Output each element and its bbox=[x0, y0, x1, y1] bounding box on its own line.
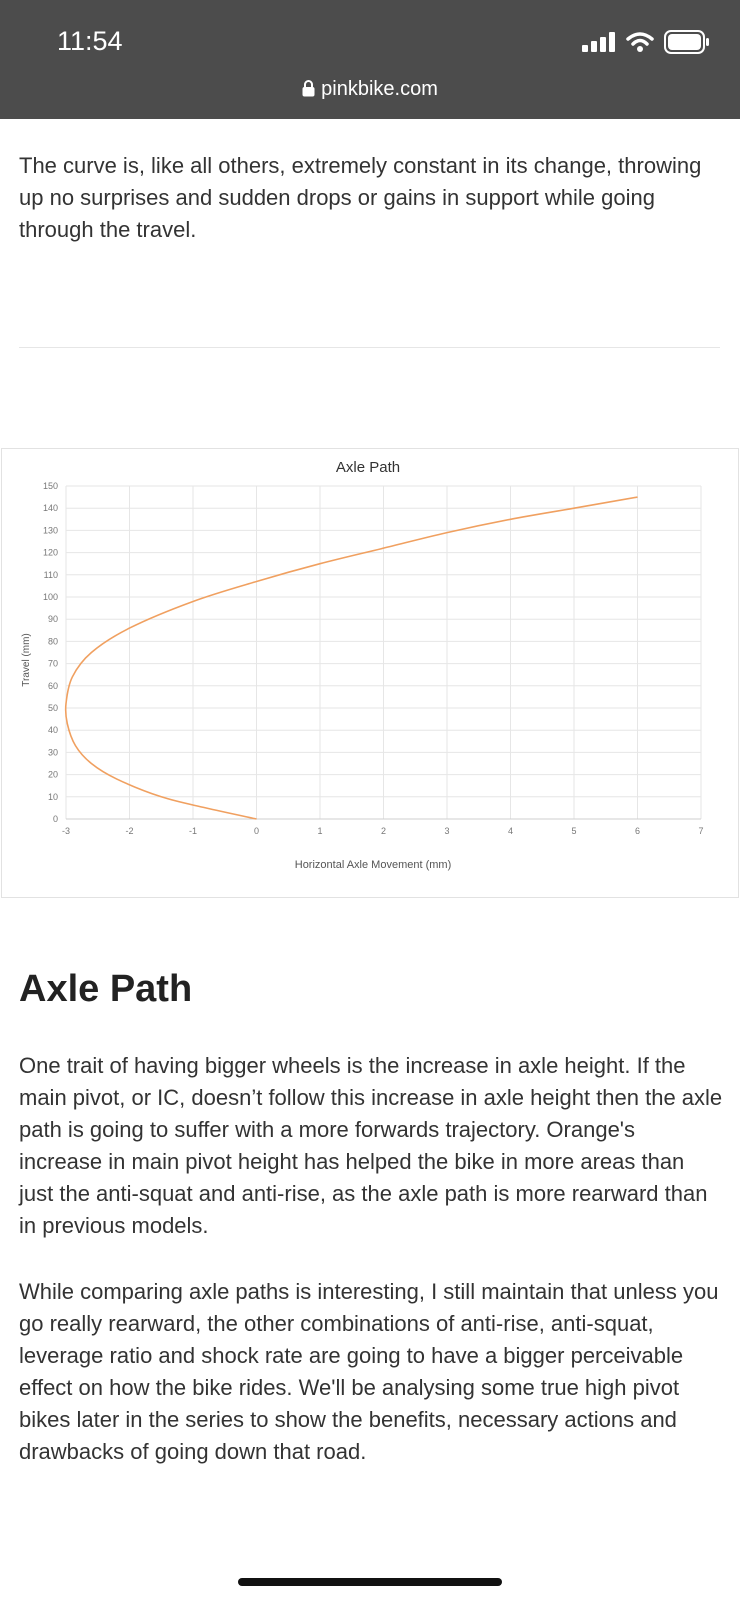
status-bar bbox=[0, 0, 740, 119]
y-tick-label: 130 bbox=[42, 525, 58, 536]
chart-title: Axle Path bbox=[335, 459, 401, 476]
axle-path-line bbox=[66, 497, 638, 819]
y-tick-label: 70 bbox=[47, 658, 58, 669]
battery-icon bbox=[664, 30, 710, 54]
x-tick-label: -2 bbox=[125, 826, 134, 836]
section-heading: Axle Path bbox=[19, 968, 193, 1010]
y-tick-label: 60 bbox=[47, 680, 58, 691]
x-tick-label: 7 bbox=[698, 826, 704, 836]
url-text: pinkbike.com bbox=[321, 78, 438, 100]
wifi-icon bbox=[626, 31, 654, 53]
status-time: 11:54 bbox=[57, 26, 123, 56]
chart-svg bbox=[2, 449, 738, 897]
article-paragraph: One trait of having bigger wheels is the increase in axle height. If the main pivot, or IC, doesn’t follow this increase in axle height then the axle path is going to suffer with a more forwards trajectory. Orange's increase in main pivot height has helped the bike in more areas than just the anti-squat and anti-rise, as the axle path is more rearward than in previous models. bbox=[19, 1053, 723, 1238]
x-tick-label: 5 bbox=[571, 826, 577, 836]
status-icons bbox=[582, 30, 710, 54]
y-tick-label: 0 bbox=[52, 814, 58, 824]
x-tick-label: 4 bbox=[507, 826, 514, 836]
x-tick-label: 0 bbox=[253, 826, 260, 836]
x-tick-label: -1 bbox=[188, 826, 198, 836]
home-indicator[interactable] bbox=[238, 1578, 502, 1586]
x-tick-label: -3 bbox=[61, 826, 71, 836]
x-axis-label: Horizontal Axle Movement (mm) bbox=[294, 859, 452, 871]
y-tick-label: 110 bbox=[43, 569, 58, 580]
y-tick-label: 10 bbox=[47, 791, 58, 802]
article-paragraph: While comparing axle paths is interesting, I still maintain that unless you go really rearward, the other combinations of anti-rise, anti-squat, leverage ratio and shock rate are going to have a bigger perceivable effect on how the bike rides. We'll be analysing some true high pivot bikes later in the series to show the benefits, necessary actions and drawbacks of going down that road. bbox=[19, 1279, 719, 1464]
y-tick-label: 80 bbox=[47, 636, 58, 647]
y-tick-label: 90 bbox=[47, 614, 58, 625]
divider bbox=[19, 347, 720, 348]
address-bar[interactable] bbox=[0, 78, 740, 101]
y-tick-label: 150 bbox=[42, 481, 58, 491]
y-tick-label: 140 bbox=[42, 503, 58, 514]
x-tick-label: 3 bbox=[444, 826, 450, 836]
x-tick-label: 6 bbox=[634, 826, 641, 836]
y-tick-label: 40 bbox=[47, 725, 58, 736]
y-tick-label: 20 bbox=[47, 769, 58, 780]
x-tick-label: 2 bbox=[380, 826, 387, 836]
x-tick-label: 1 bbox=[317, 826, 323, 836]
y-tick-label: 50 bbox=[47, 703, 58, 713]
y-tick-label: 100 bbox=[42, 592, 58, 602]
axle-path-chart bbox=[1, 448, 739, 898]
article-paragraph: The curve is, like all others, extremely constant in its change, throwing up no surprises and sudden drops or gains in support while going through the travel. bbox=[19, 153, 702, 242]
y-tick-label: 30 bbox=[47, 747, 58, 758]
y-axis-label: Travel (mm) bbox=[21, 633, 32, 687]
lock-icon bbox=[302, 80, 315, 97]
y-tick-label: 120 bbox=[42, 547, 58, 558]
signal-icon bbox=[582, 32, 616, 52]
